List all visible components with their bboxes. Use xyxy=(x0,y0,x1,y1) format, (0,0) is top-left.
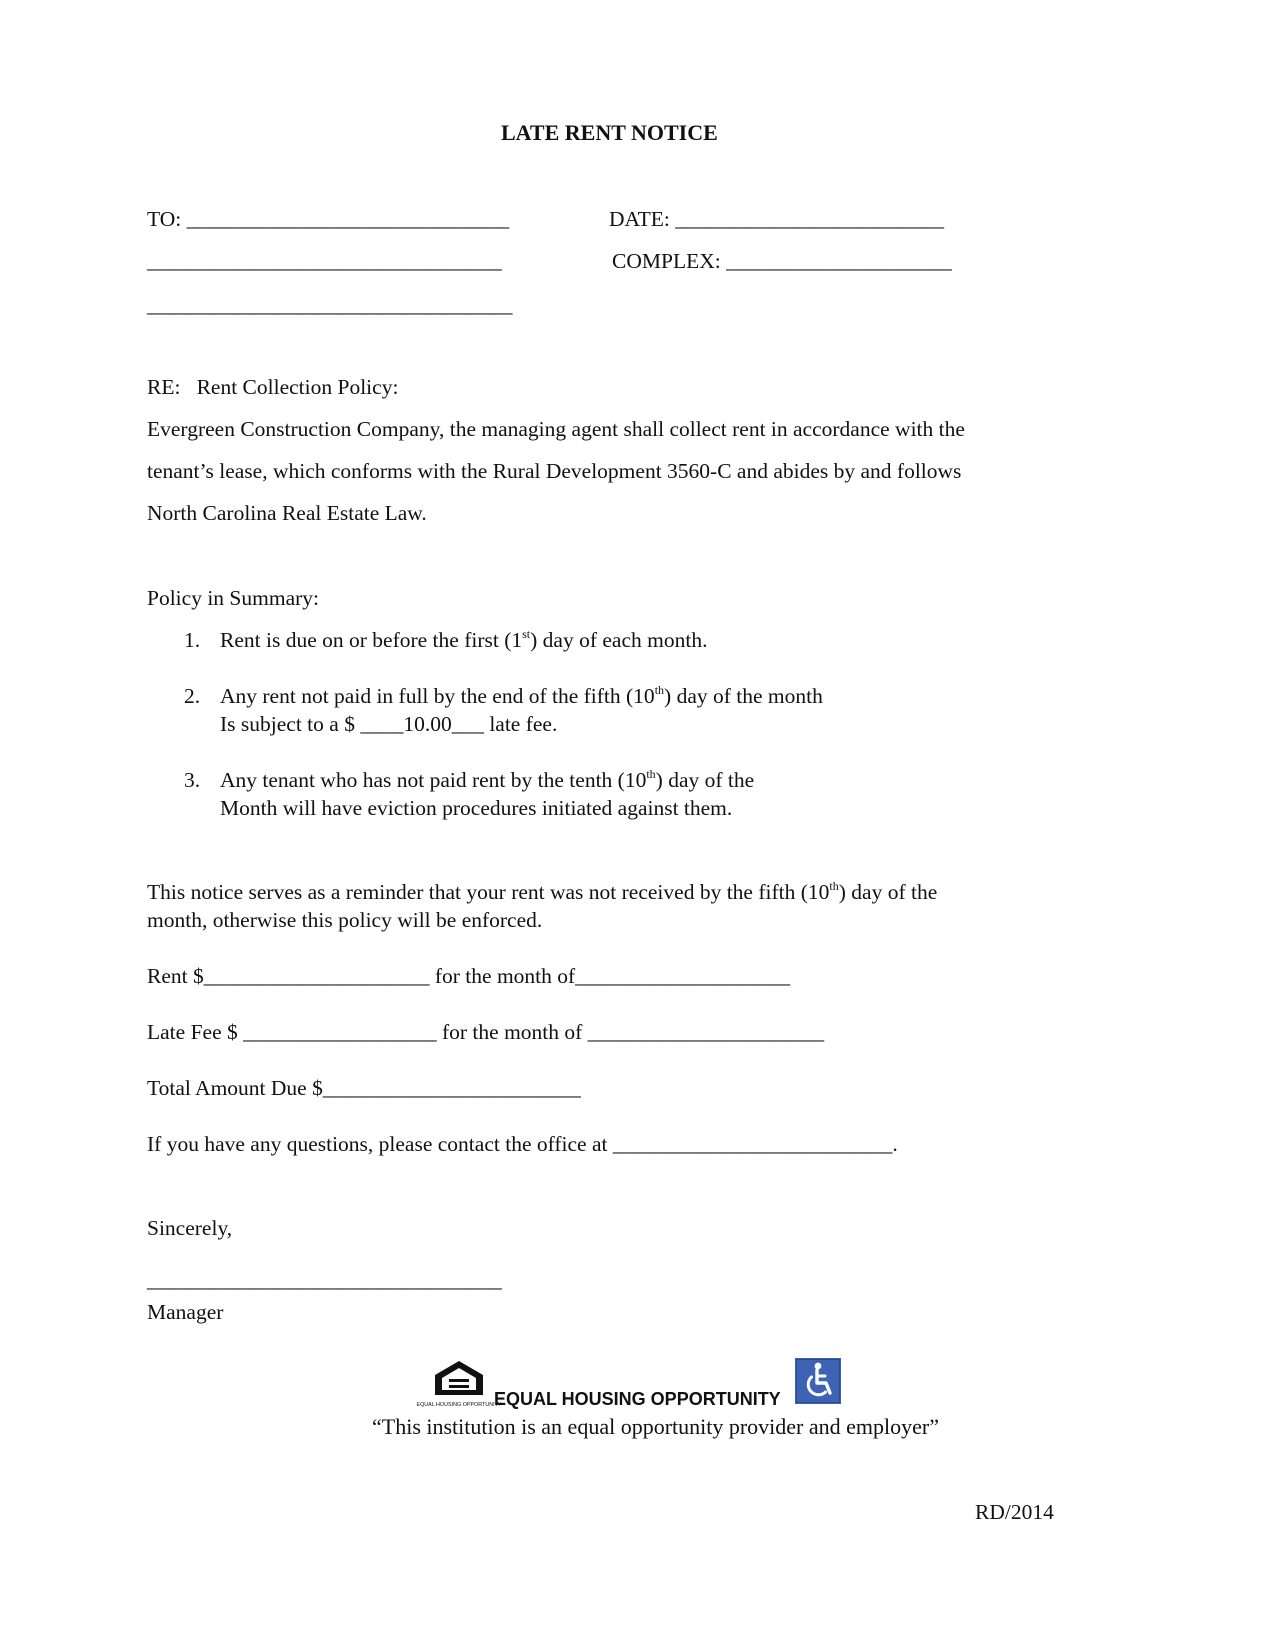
page-title: LATE RENT NOTICE xyxy=(501,120,718,145)
form-code: RD/2014 xyxy=(975,1500,1054,1524)
address-line-2: __________________________________ xyxy=(147,293,513,317)
policy-paragraph-line-1: Evergreen Construction Company, the managing agent shall collect rent in accordance with the xyxy=(147,417,965,441)
list-item-text: ) day of the xyxy=(655,768,755,792)
equal-opportunity-statement: “This institution is an equal opportunity provider and employer” xyxy=(372,1414,939,1439)
list-item-continuation: Is subject to a $ ____10.00___ late fee. xyxy=(220,712,558,736)
policy-paragraph-line-3: North Carolina Real Estate Law. xyxy=(147,501,427,525)
reminder-text: ) day of the xyxy=(838,880,938,904)
contact-line: If you have any questions, please contact the office at __________________________. xyxy=(147,1132,898,1156)
late-fee-field: Late Fee $ __________________ for the month of ______________________ xyxy=(147,1020,825,1044)
list-item-continuation: Month will have eviction procedures initiated against them. xyxy=(220,796,733,820)
reminder-text: This notice serves as a reminder that your rent was not received by the fifth (10 xyxy=(147,880,830,904)
date-field: DATE: _________________________ xyxy=(609,207,945,231)
rent-field: Rent $_____________________ for the month of____________________ xyxy=(147,964,791,988)
list-item-text: Rent is due on or before the first (1 xyxy=(220,628,523,652)
list-item-text: ) day of each month. xyxy=(530,628,708,652)
ordinal-suffix: th xyxy=(654,683,665,697)
list-item-number: 3. xyxy=(184,768,201,792)
ordinal-suffix: th xyxy=(646,767,656,781)
list-item xyxy=(220,767,755,792)
wheelchair-accessibility-icon xyxy=(795,1358,841,1404)
address-line-1: _________________________________ xyxy=(147,249,502,273)
list-item xyxy=(220,627,708,652)
signature-line: _________________________________ xyxy=(147,1268,502,1292)
reminder-line-1 xyxy=(147,879,938,904)
re-line: RE: Rent Collection Policy: xyxy=(147,375,399,399)
ordinal-suffix: st xyxy=(522,627,531,641)
summary-heading: Policy in Summary: xyxy=(147,586,319,610)
list-item-text: ) day of the month xyxy=(664,684,823,708)
total-due-field: Total Amount Due $________________________ xyxy=(147,1076,581,1100)
equal-housing-text: EQUAL HOUSING OPPORTUNITY xyxy=(494,1389,781,1409)
eho-logo-small-text: EQUAL HOUSING OPPORTUNITY xyxy=(416,1402,502,1408)
signature-title: Manager xyxy=(147,1300,224,1324)
complex-field: COMPLEX: _____________________ xyxy=(612,249,952,273)
closing: Sincerely, xyxy=(147,1216,233,1240)
to-field: TO: ______________________________ xyxy=(147,207,510,231)
list-item xyxy=(220,683,823,708)
list-item-text: Any rent not paid in full by the end of the fifth (10 xyxy=(220,684,655,708)
equal-housing-icon xyxy=(416,1359,502,1409)
list-item-text: Any tenant who has not paid rent by the tenth (10 xyxy=(220,768,647,792)
reminder-line-2: month, otherwise this policy will be enforced. xyxy=(147,908,543,932)
list-item-number: 2. xyxy=(184,684,201,708)
list-item-number: 1. xyxy=(184,628,201,652)
ordinal-suffix: th xyxy=(829,879,839,893)
policy-paragraph-line-2: tenant’s lease, which conforms with the Rural Development 3560-C and abides by and follows xyxy=(147,459,962,483)
